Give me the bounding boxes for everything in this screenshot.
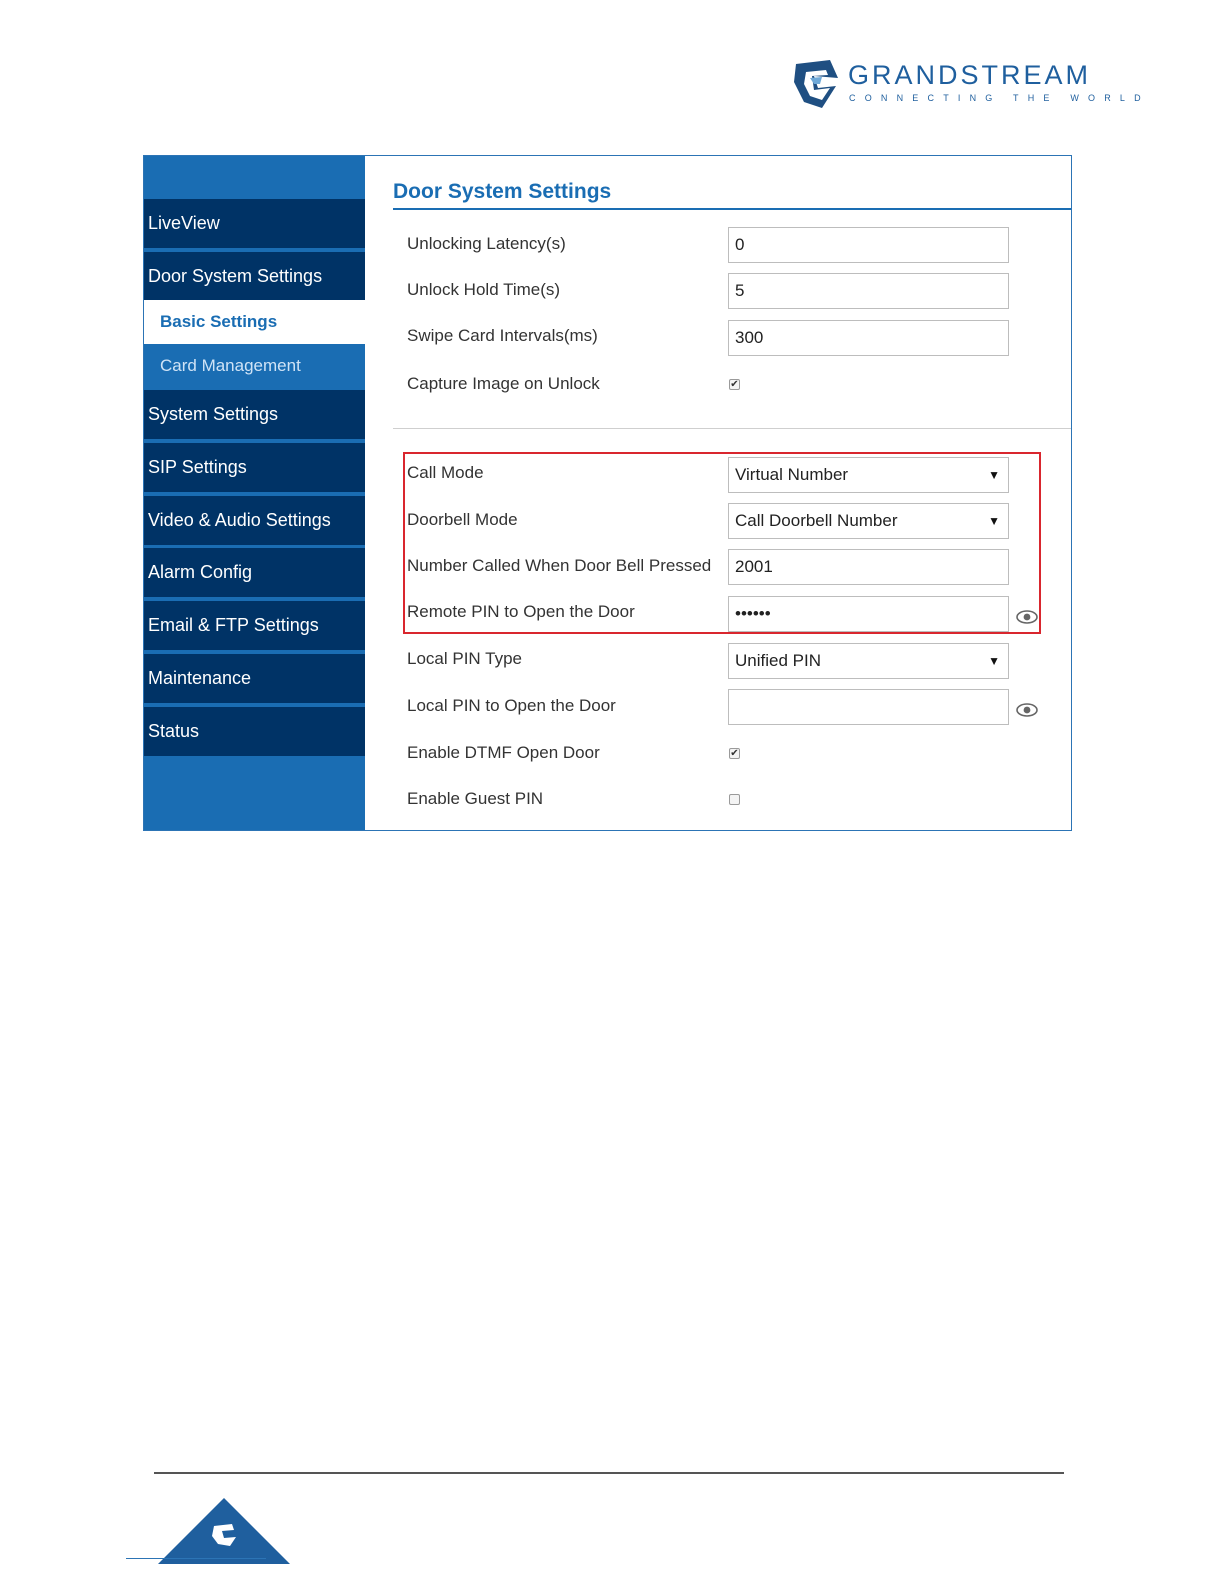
local-pin-type-value: Unified PIN	[735, 651, 821, 670]
enable-dtmf-label: Enable DTMF Open Door	[407, 743, 600, 762]
sidebar-item-sip-settings[interactable]: SIP Settings	[144, 443, 365, 492]
swipe-card-intervals-label: Swipe Card Intervals(ms)	[407, 326, 598, 345]
local-pin-label: Local PIN to Open the Door	[407, 696, 616, 715]
sidebar-subitem-card-management[interactable]: Card Management	[144, 344, 365, 388]
doorbell-mode-label: Doorbell Mode	[407, 510, 518, 529]
sidebar-item-video-audio-settings[interactable]: Video & Audio Settings	[144, 496, 365, 545]
local-pin-type-select[interactable]	[728, 643, 1009, 679]
sidebar-item-system-settings[interactable]: System Settings	[144, 390, 365, 439]
chevron-down-icon: ▼	[988, 468, 1000, 482]
page-title: Door System Settings	[393, 180, 612, 203]
call-mode-label: Call Mode	[407, 463, 484, 482]
capture-image-checkbox[interactable]: ✔	[730, 379, 739, 390]
brand-name: GRANDSTREAM	[848, 60, 1092, 90]
sidebar-item-door-system-settings[interactable]: Door System Settings	[144, 252, 365, 301]
sidebar	[144, 156, 365, 830]
chevron-down-icon: ▼	[988, 654, 1000, 668]
grandstream-logo-icon	[792, 58, 840, 110]
number-called-input[interactable]: 2001	[728, 549, 1009, 585]
enable-dtmf-checkbox[interactable]: ✔	[730, 748, 739, 759]
unlocking-latency-label: Unlocking Latency(s)	[407, 234, 566, 253]
capture-image-label: Capture Image on Unlock	[407, 374, 600, 393]
eye-icon[interactable]	[1016, 610, 1038, 624]
remote-pin-label: Remote PIN to Open the Door	[407, 602, 635, 621]
footer-divider	[154, 1472, 1064, 1474]
footer-logo-icon	[158, 1498, 290, 1564]
brand-tagline: CONNECTING THE WORLD	[849, 93, 1150, 103]
sidebar-subitem-basic-settings[interactable]: Basic Settings	[144, 300, 365, 344]
chevron-down-icon: ▼	[988, 514, 1000, 528]
sidebar-item-liveview[interactable]: LiveView	[144, 199, 365, 248]
local-pin-input[interactable]	[728, 689, 1009, 725]
title-divider	[393, 208, 1071, 210]
unlocking-latency-input[interactable]: 0	[728, 227, 1009, 263]
number-called-label: Number Called When Door Bell Pressed	[407, 556, 712, 575]
footer-link-underline	[126, 1558, 266, 1559]
enable-guest-pin-label: Enable Guest PIN	[407, 789, 544, 808]
settings-panel	[365, 156, 1071, 830]
doorbell-mode-value: Call Doorbell Number	[735, 511, 898, 530]
swipe-card-intervals-input[interactable]: 300	[728, 320, 1009, 356]
sidebar-item-status[interactable]: Status	[144, 707, 365, 756]
unlock-hold-time-input[interactable]: 5	[728, 273, 1009, 309]
sidebar-item-maintenance[interactable]: Maintenance	[144, 654, 365, 703]
call-mode-select[interactable]	[728, 457, 1009, 493]
sidebar-item-alarm-config[interactable]: Alarm Config	[144, 548, 365, 597]
local-pin-type-label: Local PIN Type	[407, 649, 522, 668]
sidebar-item-email-ftp-settings[interactable]: Email & FTP Settings	[144, 601, 365, 650]
call-mode-value: Virtual Number	[735, 465, 849, 484]
doorbell-mode-select[interactable]	[728, 503, 1009, 539]
eye-icon[interactable]	[1016, 703, 1038, 717]
web-ui-screenshot	[143, 155, 1072, 831]
section-divider	[393, 428, 1071, 429]
enable-guest-pin-checkbox[interactable]	[729, 794, 740, 805]
grandstream-logo	[792, 58, 1150, 110]
remote-pin-input[interactable]: ••••••	[728, 596, 1009, 632]
unlock-hold-time-label: Unlock Hold Time(s)	[407, 280, 561, 299]
